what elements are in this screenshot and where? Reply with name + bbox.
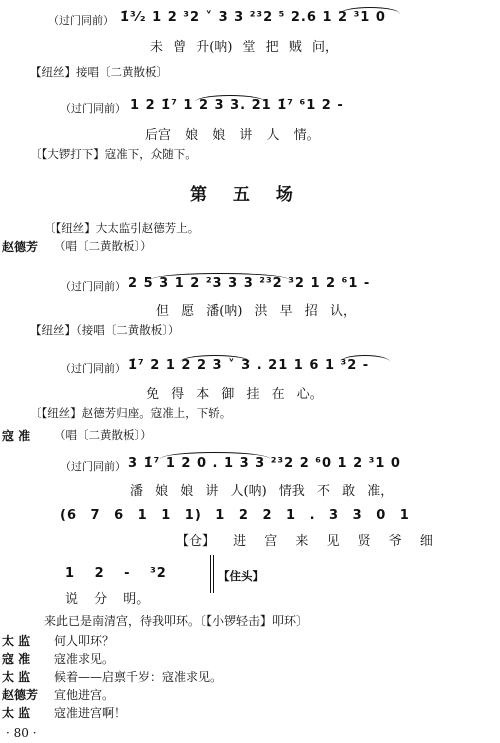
dialogue-text-5: 寇准进宫啊！ (54, 706, 127, 720)
system-7-lyrics: 说 分 明。 (65, 592, 150, 607)
system-5-notation: 3 1̇⁷ 1 2 0 . 1 3 3 ²³2 2 ⁶0 1 2 ³1 0 (128, 456, 401, 471)
direction-1: 【纽丝】接唱〔二黄散板〕 (30, 65, 168, 79)
role-zhao: 赵德芳 (2, 240, 39, 254)
narration: 来此已是南清宫，待我叩环。〔【小锣轻击】叩环〕 (44, 614, 309, 628)
system-7-notation: 1 2 - ³2 (65, 566, 167, 581)
system-1-prefix: （过门同前） (48, 14, 114, 27)
direction-2: 〔【大锣打下】寇准下，众随下。 (30, 147, 197, 161)
dialogue-role-4: 赵德芳 (2, 688, 39, 702)
slur (150, 273, 290, 280)
dialogue-role-2: 寇 准 (2, 652, 31, 666)
system-3-lyrics: 但 愿 潘(呐) 洪 早 招 认， (156, 304, 356, 319)
system-2-lyrics: 后宫 娘 娘 讲 人 情。 (145, 128, 320, 143)
direction-8: 【住头】 (218, 569, 264, 583)
system-5-prefix: （过门同前） (60, 460, 126, 473)
system-4-notation: 1̇⁷ 2 1 2 2 3 ˅ 3 . 21 1 6 1 ³2 - (128, 358, 370, 373)
slur (195, 95, 265, 102)
slur (340, 355, 390, 362)
bar-line (213, 555, 214, 593)
direction-5: 【纽丝】（接唱〔二黄散板〕） (30, 323, 180, 337)
system-3-prefix: （过门同前） (60, 280, 126, 293)
dialogue-role-1: 太 监 (2, 634, 31, 648)
slur (160, 452, 270, 459)
system-2-prefix: （过门同前） (60, 102, 126, 115)
system-1-notation: 1̇³⁄₂ 1 2 ³2 ˅ 3 3 ²³2 ⁵ 2.6 1 2 ³1 0 (120, 10, 386, 25)
system-5-lyrics: 潘 娘 娘 讲 人(呐) 情我 不 敢 准， (130, 484, 394, 499)
dialogue-text-4: 宣他进宫。 (54, 688, 115, 702)
slur (180, 355, 250, 362)
dialogue-text-3: 候着——启禀千岁：寇准求见。 (54, 670, 223, 684)
direction-4: （唱〔二黄散板〕） (54, 239, 152, 253)
dialogue-text-1: 何人叩环？ (54, 634, 115, 648)
bar-line (210, 555, 211, 593)
system-4-prefix: （过门同前） (60, 362, 126, 375)
system-2-notation: 1 2 1̇⁷ 1 2 3 3. 21 1̇⁷ ⁶1 2 - (130, 98, 344, 113)
system-6-lyrics: 【仓】 进 宫 来 见 贤 爷 细 (176, 534, 433, 549)
system-3-notation: 2 5 3 1 2 ²3 3 3 ²³2 ³2 1 2 ⁶1 - (128, 276, 371, 291)
direction-3: 〔【纽丝】大太监引赵德芳上。 (44, 221, 200, 235)
page-number: · 80 · (6, 726, 37, 740)
dialogue-role-3: 太 监 (2, 670, 31, 684)
scene-title: 第 五 场 (190, 185, 303, 205)
slur (340, 7, 400, 14)
system-1-lyrics: 未 曾 升(呐) 堂 把 贼 问， (150, 40, 338, 55)
system-4-lyrics: 免 得 本 御 挂 在 心。 (146, 387, 323, 402)
dialogue-role-5: 太 监 (2, 706, 31, 720)
dialogue-text-2: 寇准求见。 (54, 652, 115, 666)
direction-7: （唱〔二黄散板〕） (54, 428, 152, 442)
system-6-notation: (6 7 6 1 1 1) 1 2 2 1 . 3 3 0 1 (60, 508, 410, 523)
role-kou: 寇 准 (2, 429, 31, 443)
direction-6: 〔【纽丝】赵德芳归座。寇准上，下轿。 (30, 406, 232, 420)
